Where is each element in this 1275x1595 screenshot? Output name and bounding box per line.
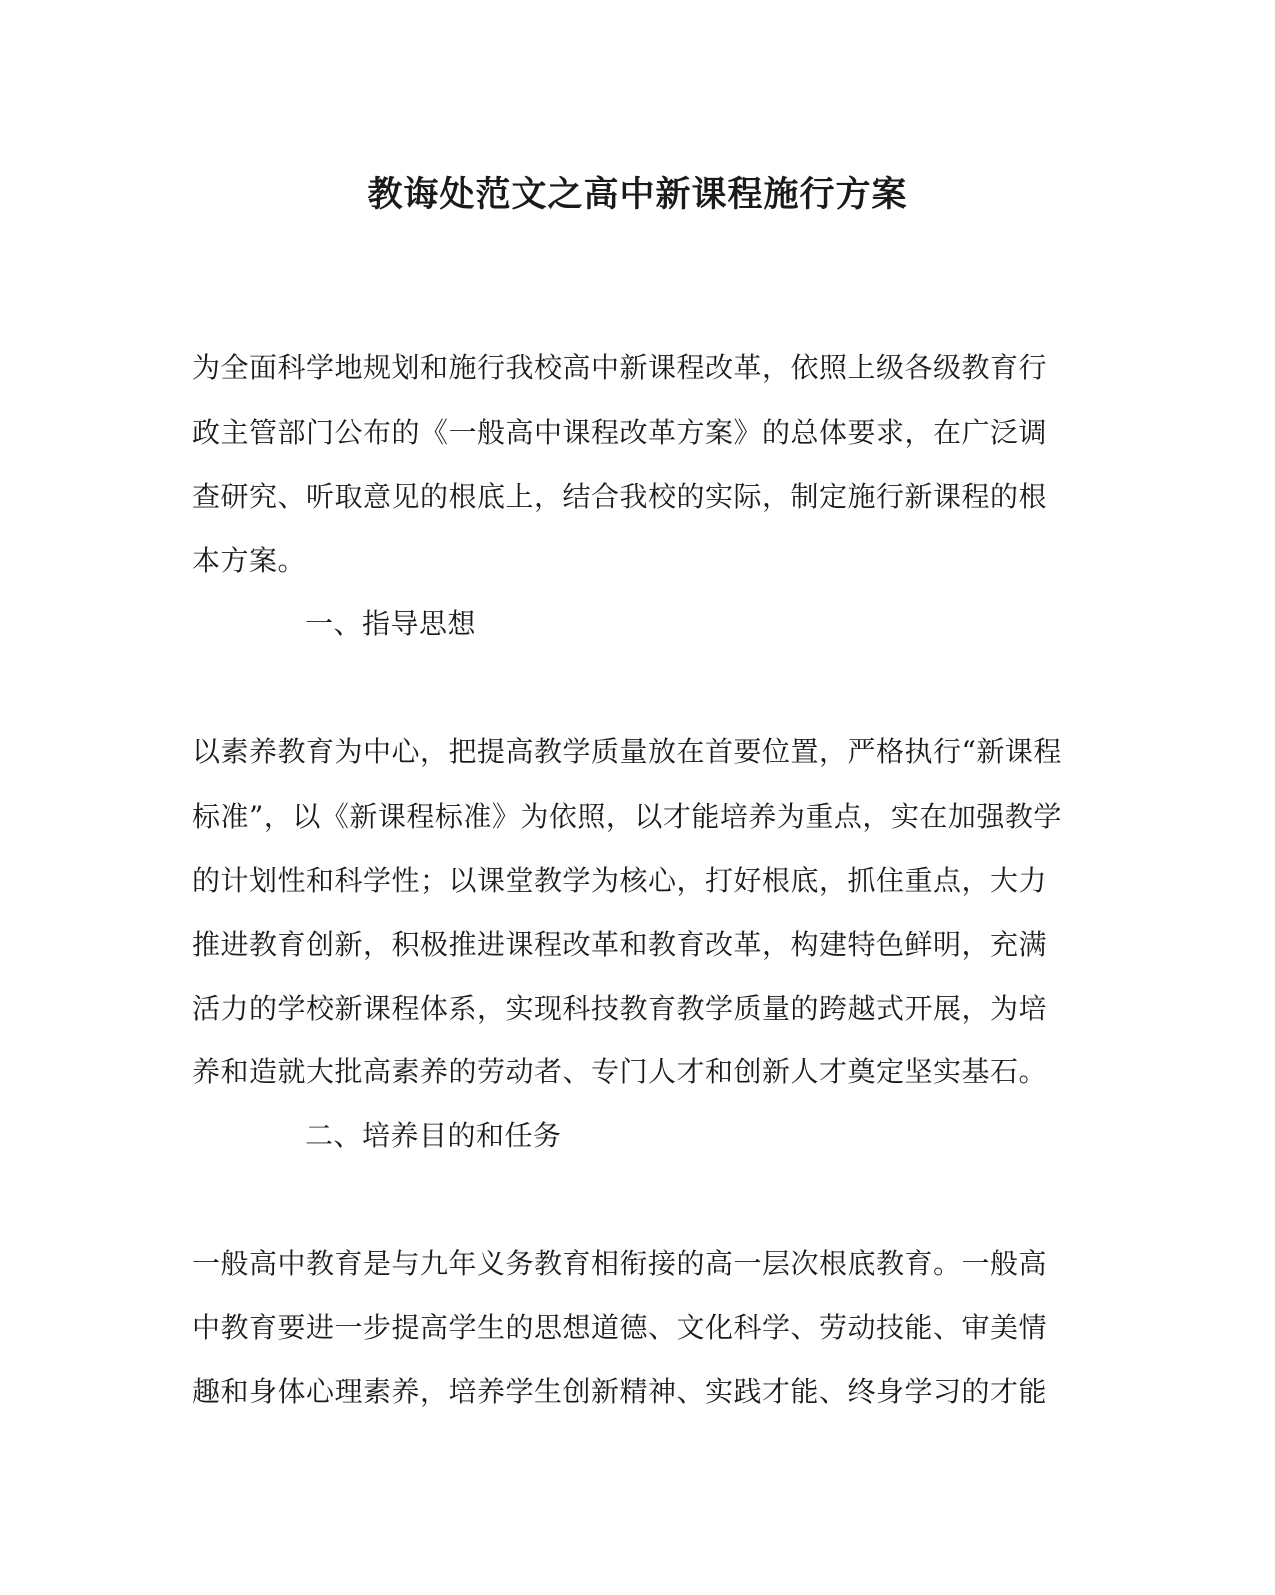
section2-line-1: 一般高中教育是与九年义务教育相衔接的高一层次根底教育。一般高 bbox=[192, 1247, 1048, 1280]
document-title: 教诲处范文之高中新课程施行方案 bbox=[367, 174, 908, 215]
section1-line-6: 养和造就大批高素养的劳动者、专门人才和创新人才奠定坚实基石。 bbox=[192, 1055, 1048, 1088]
section1-line-1: 以素养教育为中心，把提高教学质量放在首要位置，严格执行“新课程 bbox=[192, 735, 1062, 768]
section1-line-5: 活力的学校新课程体系，实现科技教育教学质量的跨越式开展，为培 bbox=[192, 992, 1048, 1025]
section2-line-3: 趣和身体心理素养，培养学生创新精神、实践才能、终身学习的才能 bbox=[192, 1375, 1048, 1408]
section2-line-2: 中教育要进一步提高学生的思想道德、文化科学、劳动技能、审美情 bbox=[192, 1311, 1048, 1344]
section-heading-goals-tasks: 二、培养目的和任务 bbox=[305, 1119, 562, 1152]
intro-line-1: 为全面科学地规划和施行我校高中新课程改革，依照上级各级教育行 bbox=[192, 351, 1048, 384]
intro-line-3: 查研究、听取意见的根底上，结合我校的实际，制定施行新课程的根 bbox=[192, 480, 1048, 513]
intro-line-4: 本方案。 bbox=[192, 544, 307, 577]
section-heading-guiding-thought: 一、指导思想 bbox=[305, 607, 477, 640]
section1-line-2: 标准”，以《新课程标准》为依照，以才能培养为重点，实在加强教学 bbox=[192, 800, 1062, 833]
section1-line-3: 的计划性和科学性；以课堂教学为核心，打好根底，抓住重点，大力 bbox=[192, 864, 1048, 897]
section1-line-4: 推进教育创新，积极推进课程改革和教育改革，构建特色鲜明，充满 bbox=[192, 928, 1048, 961]
intro-line-2: 政主管部门公布的《一般高中课程改革方案》的总体要求，在广泛调 bbox=[192, 416, 1048, 449]
